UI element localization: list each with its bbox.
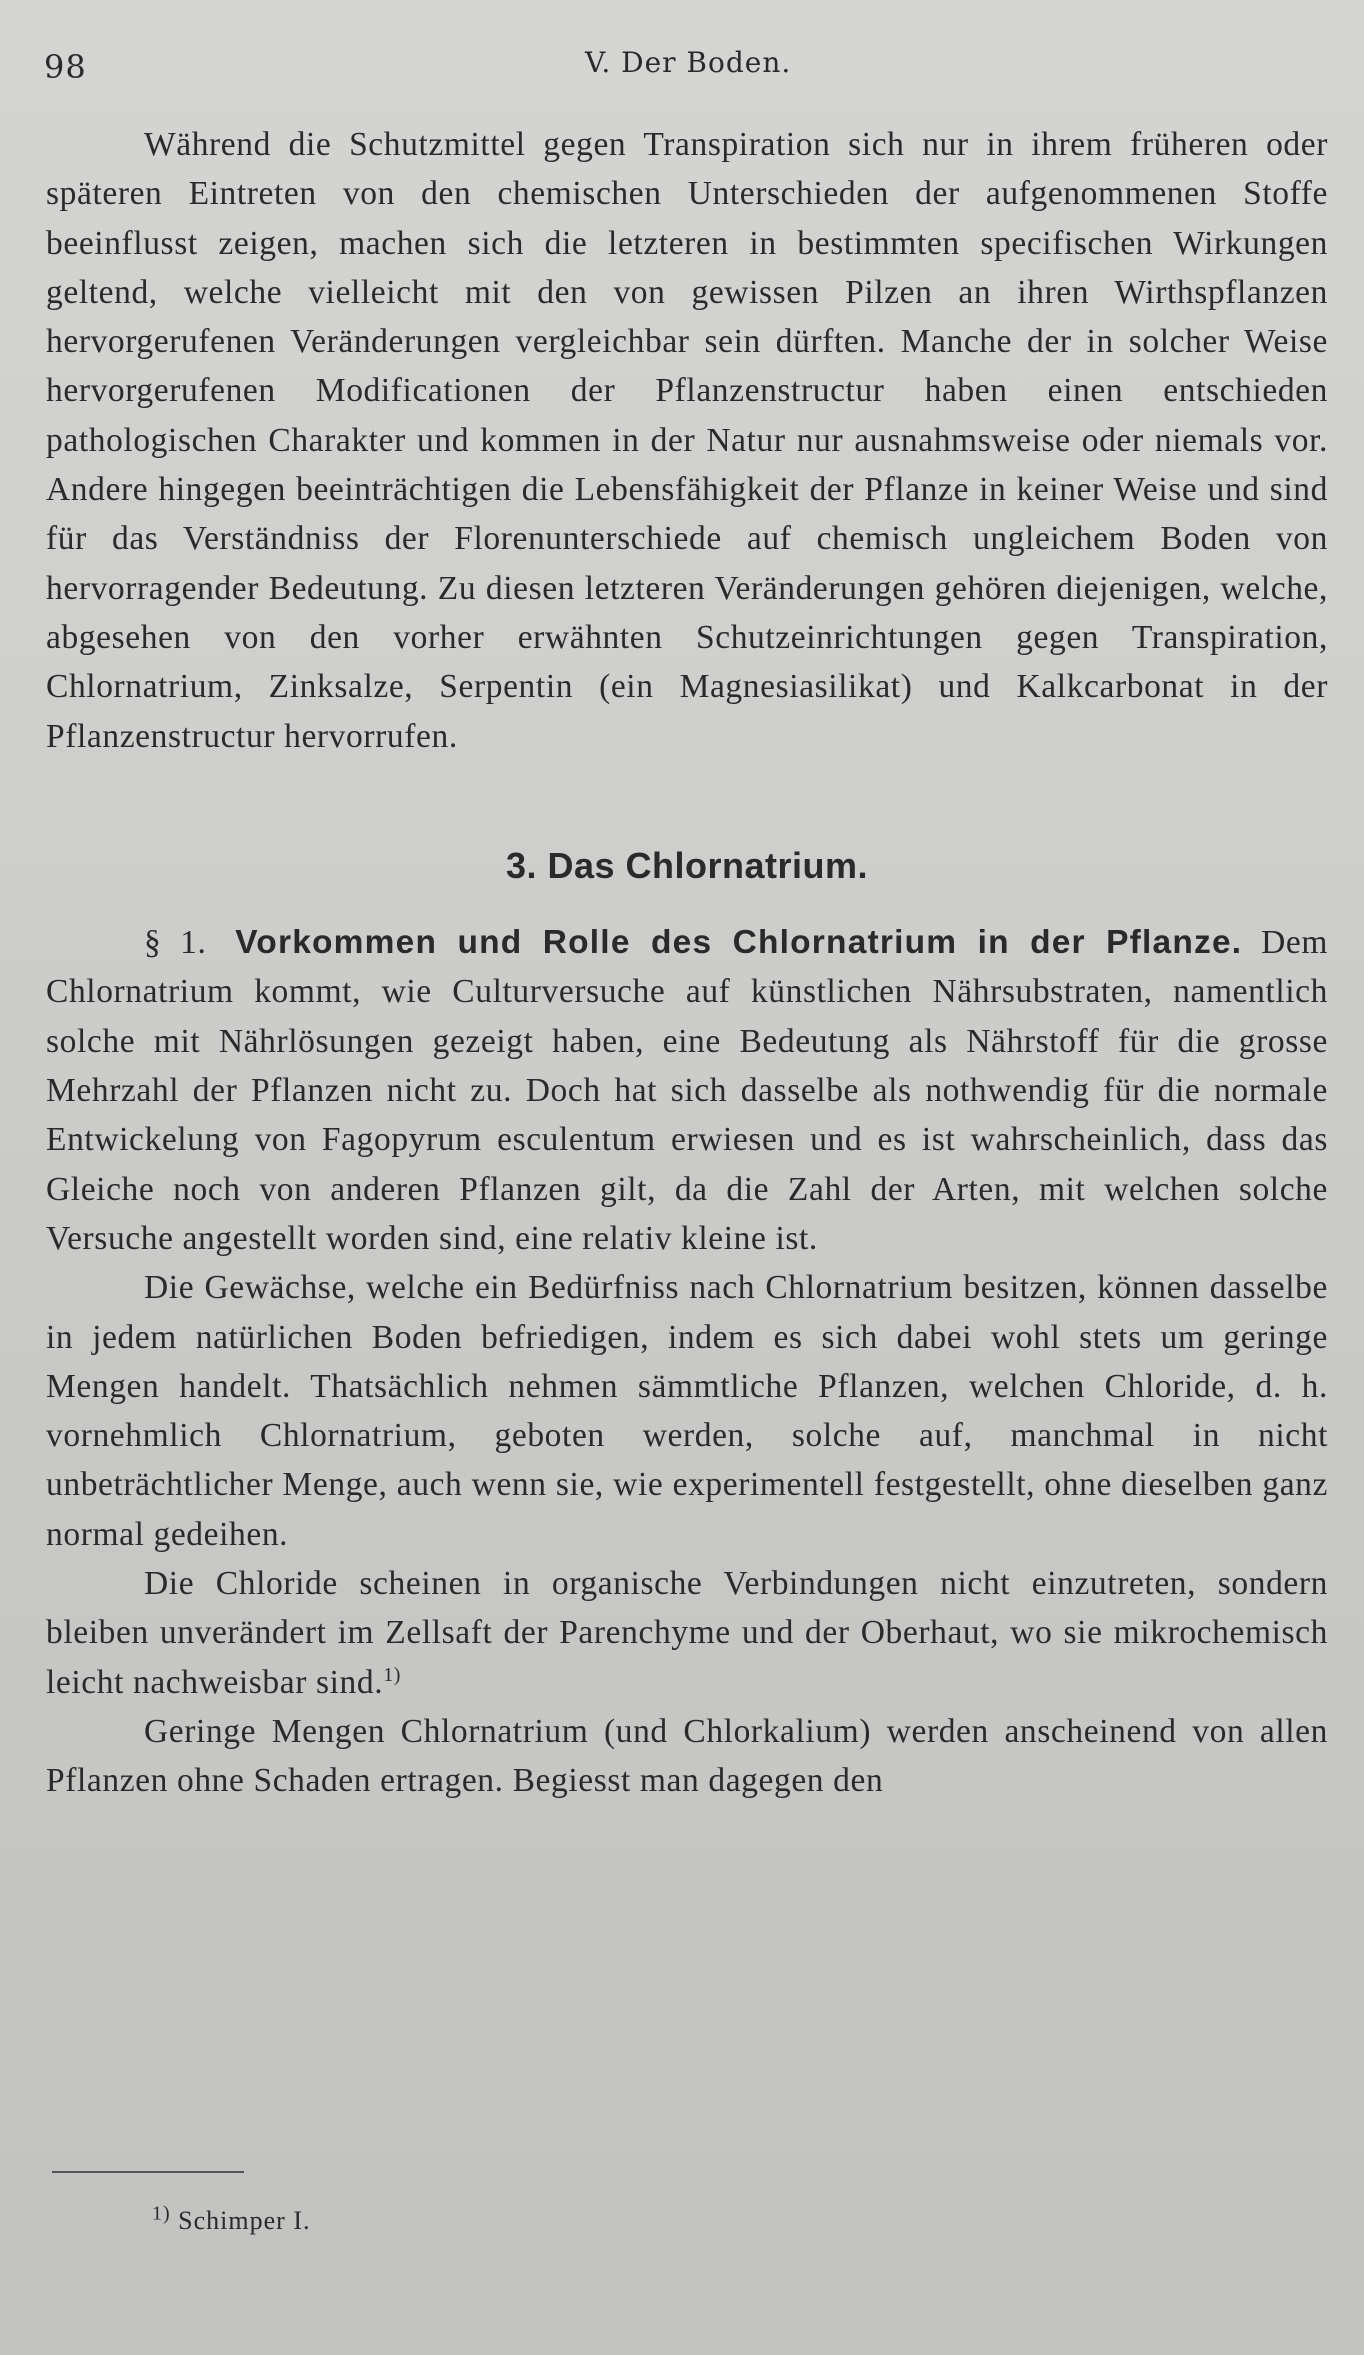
section-title: 3. Das Chlornatrium. xyxy=(505,844,869,886)
footnote-text: Schimper I. xyxy=(178,2206,311,2235)
subsection-title: Vorkommen und Rolle des Chlornatrium in der Pflanze. xyxy=(235,924,1243,962)
paragraph-3 xyxy=(46,1559,1328,1707)
paragraph-4: Geringe Mengen Chlornatrium (und Chlorkalium) werden anscheinend von allen Pflanzen ohne Schaden ertragen. Begiesst man dagegen den xyxy=(46,1712,1328,1800)
intro-paragraph: Während die Schutzmittel gegen Transpiration sich nur in ihrem früheren oder späteren Eintreten von den chemischen Unterschieden der aufgenommenen Stoffe beeinflusst zeigen, machen sich die letzteren in bestimmten specifischen Wirkungen geltend, welche vielleicht mit den von gewissen Pilzen an ihren Wirthspflanzen hervorgerufenen Veränderungen vergleichbar sein dürften. Manche der in solcher Weise hervorgerufenen Modificationen der Pflanzenstructur haben einen entschieden pathologischen Charakter und kommen in der Natur nur ausnahmsweise oder niemals vor. Andere hingegen beeinträchtigen die Lebensfähigkeit der Pflanze in keiner Weise und sind für das Verständniss der Florenunterschiede auf chemisch ungleichem Boden von hervorragender Bedeutung. Zu diesen letzteren Veränderungen gehören diejenigen, welche, abgesehen von den vorher erwähnten Schutzeinrichtungen gegen Transpiration, Chlornatrium, Zinksalze, Serpentin (ein Magnesiasilikat) und Kalkcarbonat in der Pflanzenstructur hervorrufen. xyxy=(46,126,1328,755)
page-number: 98 xyxy=(44,48,87,86)
paragraph-3-text: Die Chloride scheinen in organische Verbindungen nicht einzutreten, sondern bleiben unverändert im Zellsaft der Parenchyme und der Oberhaut, wo sie mikrochemisch leicht nachweisbar sind. xyxy=(46,1565,1328,1701)
subsection-text: Dem Chlornatrium kommt, wie Culturversuche auf künstlichen Nährsubstraten, namentlich solche mit Nährlösungen gezeigt haben, eine Bedeutung als Nährstoff für die grosse Mehrzahl der Pflanzen nicht zu. Doch hat sich dasselbe als nothwendig für die normale Entwickelung von Fagopyrum esculentum erwiesen und es ist wahrscheinlich, dass das Gleiche noch von anderen Pflanzen gilt, da die Zahl der Arten, mit welchen solche Versuche angestellt worden sind, eine relativ kleine ist. xyxy=(46,924,1328,1257)
footnote xyxy=(152,2202,311,2236)
footnote-mark: 1) xyxy=(152,2202,171,2225)
page-body xyxy=(46,120,1328,1806)
running-head: V. Der Boden. xyxy=(585,46,792,79)
footnote-divider xyxy=(52,2171,244,2173)
subsection-paragraph xyxy=(46,918,1328,1263)
footnote-ref: 1) xyxy=(383,1663,402,1686)
section-sign: § 1. xyxy=(144,924,207,962)
paragraph-2: Die Gewächse, welche ein Bedürfniss nach Chlornatrium besitzen, können dasselbe in jedem natürlichen Boden befriedigen, indem es sich dabei wohl stets um geringe Mengen handelt. Thatsächlich nehmen sämmtliche Pflanzen, welchen Chloride, d. h. vornehmlich Chlornatrium, geboten werden, solche auf, manchmal in nicht unbeträchtlicher Menge, auch wenn sie, wie experimentell festgestellt, ohne dieselben ganz normal gedeihen. xyxy=(46,1269,1328,1553)
